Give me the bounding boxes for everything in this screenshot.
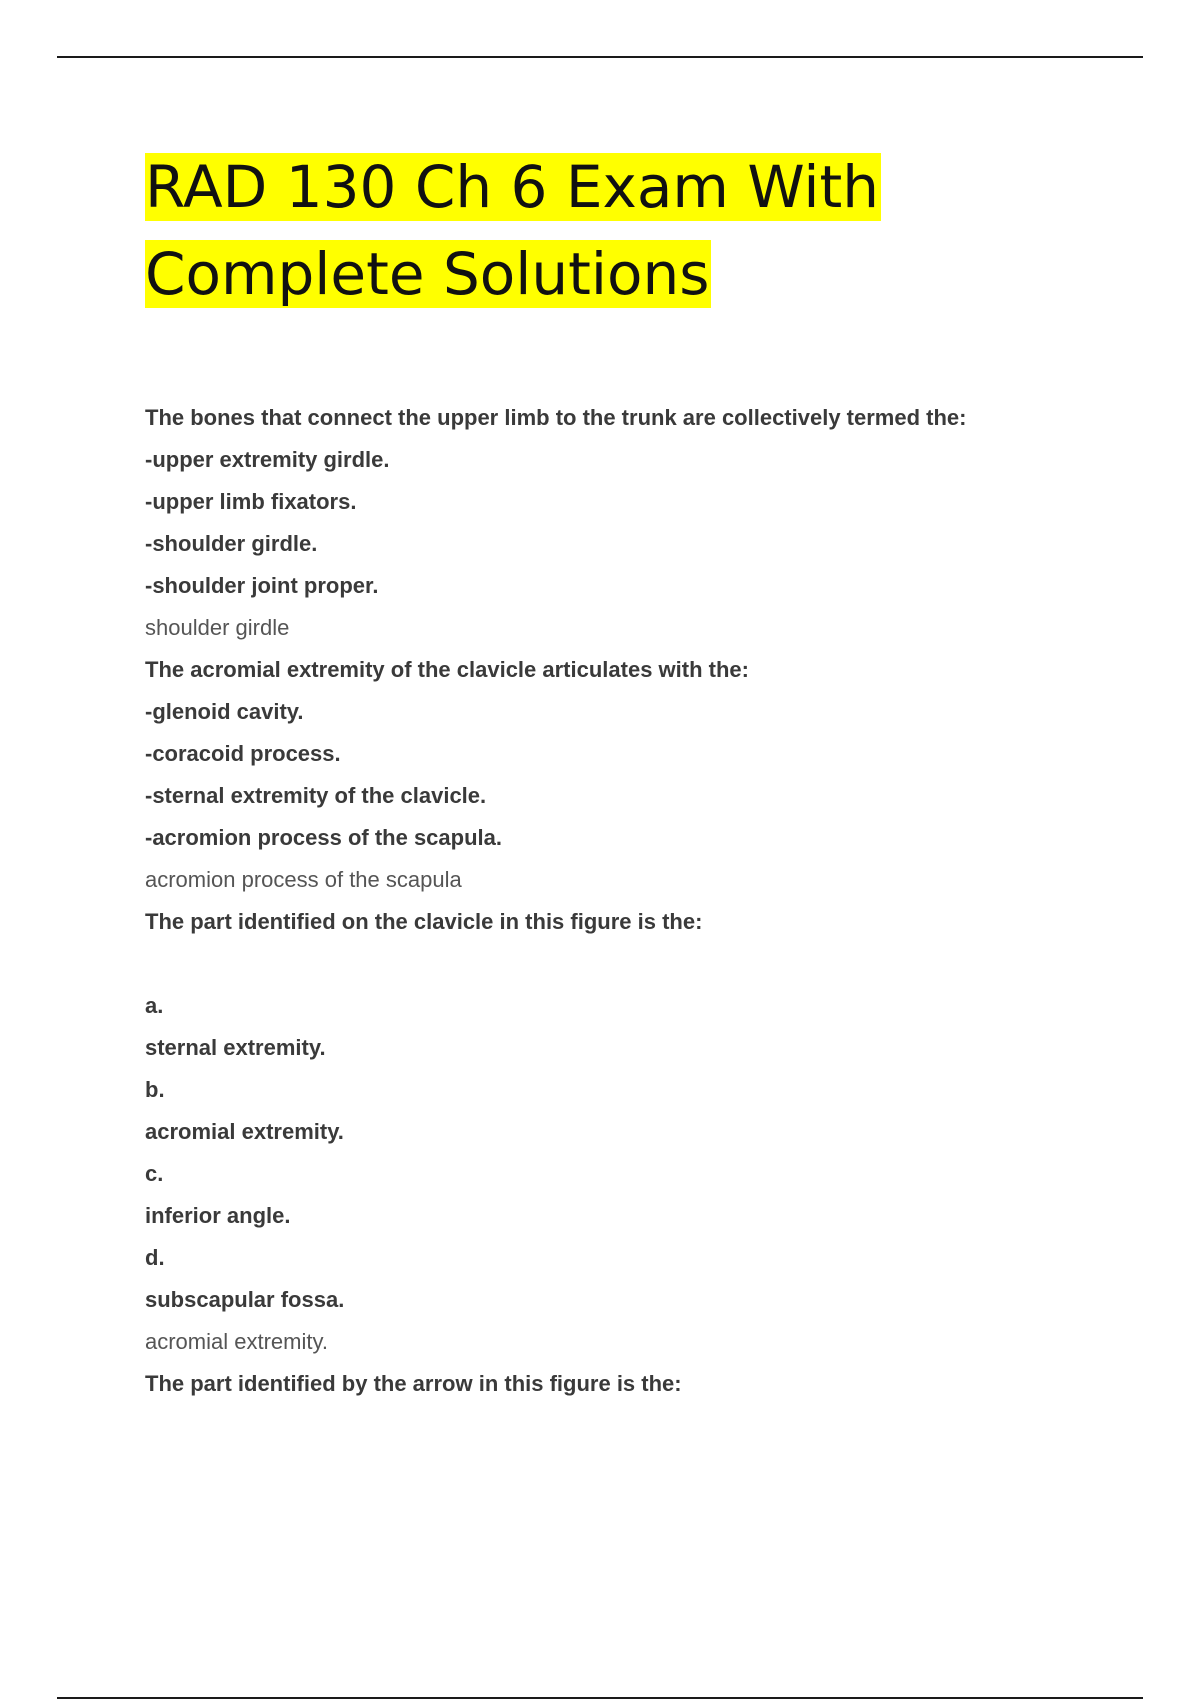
option-letter: b. (145, 1077, 165, 1102)
answer-option: -sternal extremity of the clavicle. (145, 783, 487, 808)
footer-rule (57, 1697, 1143, 1699)
answer-option: -upper limb fixators. (145, 489, 357, 514)
correct-answer: acromial extremity. (145, 1329, 328, 1354)
correct-answer: shoulder girdle (145, 615, 290, 640)
document-title (145, 144, 881, 318)
option-letter: d. (145, 1245, 165, 1270)
title-line-2: Complete Solutions (145, 240, 710, 308)
answer-option: -acromion process of the scapula. (145, 825, 502, 850)
answer-option: -shoulder joint proper. (145, 573, 379, 598)
answer-option: subscapular fossa. (145, 1287, 345, 1312)
header-rule (57, 56, 1143, 58)
option-letter: a. (145, 993, 164, 1018)
answer-option: acromial extremity. (145, 1119, 344, 1144)
question-prompt: The bones that connect the upper limb to the trunk are collectively termed the: (145, 405, 967, 430)
title-line-1: RAD 130 Ch 6 Exam With (145, 153, 880, 221)
question-prompt: The part identified on the clavicle in this figure is the: (145, 909, 703, 934)
figure-placeholder (145, 943, 1145, 985)
question-prompt: The acromial extremity of the clavicle articulates with the: (145, 657, 749, 682)
answer-option: -glenoid cavity. (145, 699, 304, 724)
question-list (145, 397, 1145, 1405)
answer-option: -coracoid process. (145, 741, 341, 766)
answer-option: -upper extremity girdle. (145, 447, 390, 472)
answer-option: -shoulder girdle. (145, 531, 318, 556)
correct-answer: acromion process of the scapula (145, 867, 462, 892)
answer-option: sternal extremity. (145, 1035, 326, 1060)
question-prompt: The part identified by the arrow in this figure is the: (145, 1371, 682, 1396)
answer-option: inferior angle. (145, 1203, 291, 1228)
option-letter: c. (145, 1161, 164, 1186)
